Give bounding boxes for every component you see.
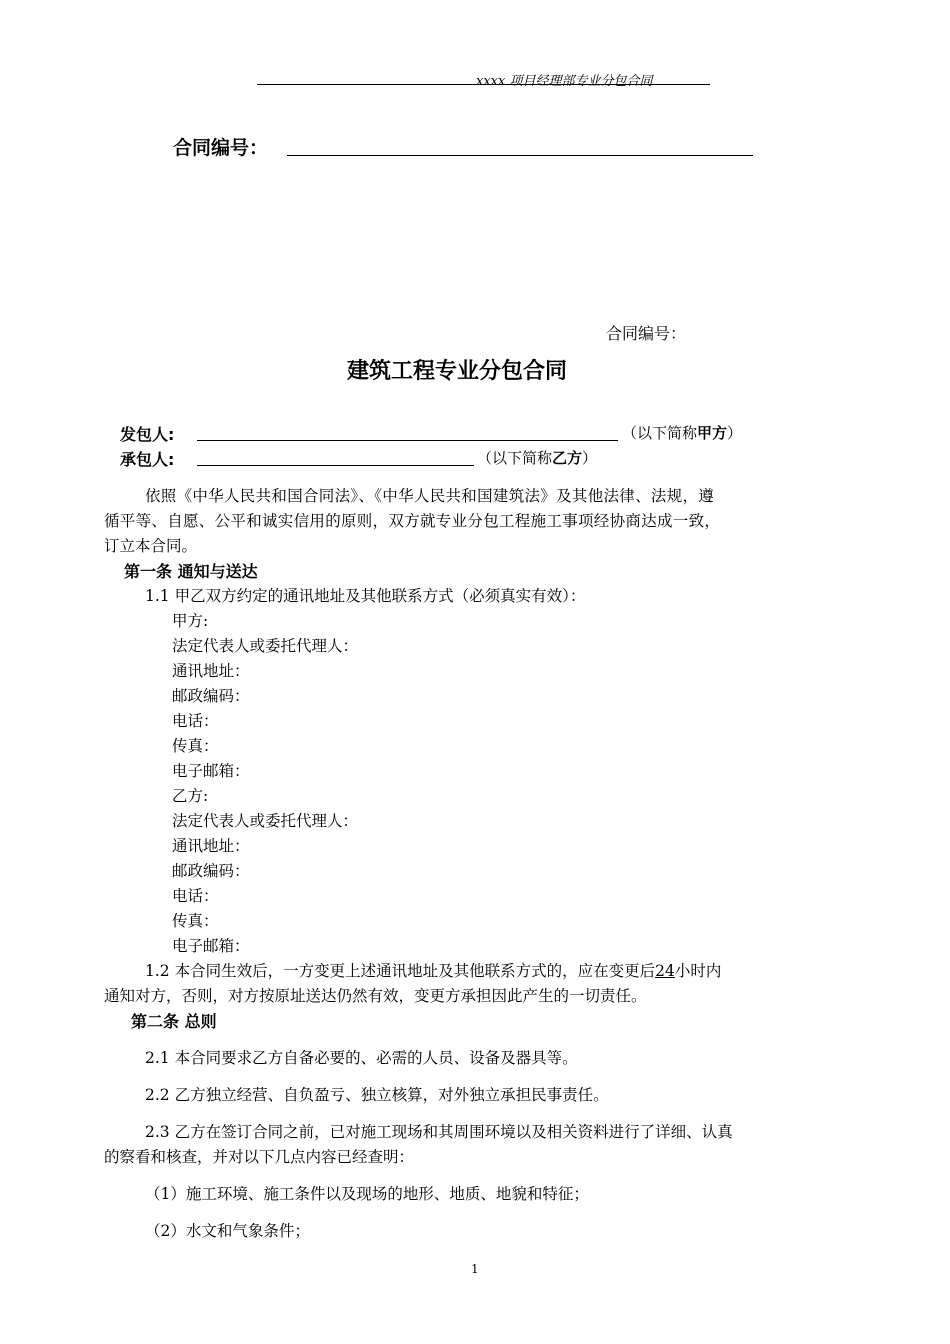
contract-number-label: 合同编号：	[606, 324, 687, 343]
list-item: （2）水文和气象条件；	[145, 1222, 310, 1240]
intro-line-2: 循平等、自愿、公平和诚实信用的原则，双方就专业分包工程施工事项经协商达成一致，	[104, 512, 721, 530]
clause-2-3-line-1: 2.3 乙方在签订合同之前，已对施工现场和其周围环境以及相关资料进行了详细、认真	[145, 1123, 733, 1141]
contractor-note: （以下简称乙方）	[477, 449, 598, 467]
contact-line: 法定代表人或委托代理人：	[172, 812, 359, 830]
clause-2-1: 2.1 本合同要求乙方自备必要的、必需的人员、设备及器具等。	[145, 1049, 578, 1067]
article-1-heading: 第一条 通知与送达	[124, 562, 258, 581]
employer-blank	[197, 440, 618, 441]
clause-2-2: 2.2 乙方独立经营、自负盈亏、独立核算，对外独立承担民事责任。	[145, 1086, 609, 1104]
contact-line: 通讯地址：	[172, 662, 250, 680]
notice-hours-value: 24	[655, 962, 675, 980]
contact-line: 甲方:	[172, 612, 209, 630]
header-rule	[257, 84, 710, 85]
clause-1-1: 1.1 甲乙双方约定的通讯地址及其他联系方式（必须真实有效）：	[145, 587, 586, 605]
contact-line: 邮政编码：	[172, 862, 250, 880]
employer-note: （以下简称甲方）	[622, 424, 743, 442]
contact-line: 传真：	[172, 737, 219, 755]
cover-contract-number-blank	[287, 155, 753, 156]
clause-2-3-line-2: 的察看和核查，并对以下几点内容已经查明：	[104, 1148, 415, 1166]
intro-line-3: 订立本合同。	[104, 537, 198, 555]
page-number: 1	[471, 1262, 479, 1276]
contact-line: 电话：	[172, 887, 219, 905]
contact-line: 传真：	[172, 912, 219, 930]
document-title: 建筑工程专业分包合同	[347, 359, 568, 384]
article-2-heading: 第二条 总则	[131, 1012, 217, 1031]
intro-line-1: 依照《中华人民共和国合同法》、《中华人民共和国建筑法》及其他法律、法规，遵	[145, 487, 715, 505]
list-item: （1）施工环境、施工条件以及现场的地形、地质、地貌和特征；	[145, 1185, 589, 1203]
contact-line: 邮政编码：	[172, 687, 250, 705]
contact-line: 电子邮箱：	[172, 937, 250, 955]
contact-line: 电子邮箱：	[172, 762, 250, 780]
clause-1-2-line-1: 1.2 本合同生效后，一方变更上述通讯地址及其他联系方式的，应在变更后24小时内	[145, 962, 722, 980]
running-header-title: xxxx 项目经理部专业分包合同	[476, 74, 653, 89]
contact-line: 乙方:	[172, 787, 209, 805]
contact-line: 电话：	[172, 712, 219, 730]
contact-line: 法定代表人或委托代理人：	[172, 637, 359, 655]
contact-line: 通讯地址：	[172, 837, 250, 855]
contractor-label: 承包人:	[120, 450, 175, 469]
cover-contract-number-label: 合同编号：	[173, 137, 269, 159]
employer-label: 发包人:	[120, 425, 175, 444]
clause-1-2-line-2: 通知对方，否则，对方按原址送达仍然有效，变更方承担因此产生的一切责任。	[104, 987, 647, 1005]
contractor-blank	[197, 465, 474, 466]
